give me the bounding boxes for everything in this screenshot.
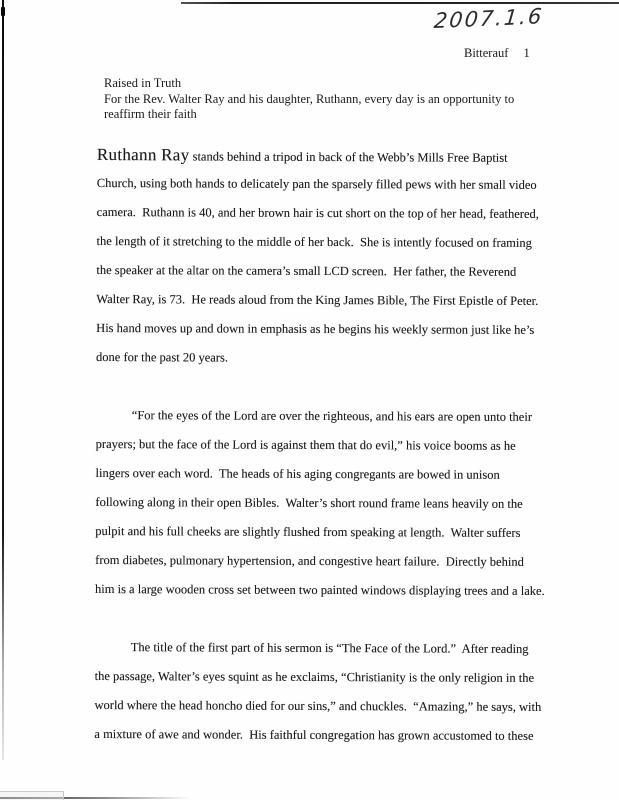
text-line: reaffirm their faith bbox=[104, 107, 197, 121]
text-line: following along in their open Bibles. Walter’s short round frame leans heavily on the bbox=[95, 494, 523, 511]
text-line: lingers over each word. The heads of his aging congregants are bowed in unison bbox=[95, 465, 500, 482]
text-line: him is a large wooden cross set between two painted windows displaying trees and a lake. bbox=[95, 581, 545, 598]
author-name: Bitterauf bbox=[464, 46, 509, 60]
text-line: prayers; but the face of the Lord is against them that do evil,” his voice booms as he bbox=[95, 436, 516, 453]
paragraph-first-line: The title of the first part of his sermon is “The Face of the Lord.” After reading bbox=[130, 640, 529, 656]
text-line: Walter Ray, is 73. He reads aloud from the King James Bible, The First Epistle of Peter. bbox=[96, 291, 539, 308]
lead-in-name: Ruthann Ray bbox=[96, 144, 190, 165]
text-line: the speaker at the altar on the camera’s small LCD screen. Her father, the Reverend bbox=[96, 262, 517, 279]
scan-top-edge-line bbox=[181, 2, 619, 4]
paragraph-2 bbox=[95, 401, 566, 606]
text-line: His hand moves up and down in emphasis as he begins his weekly sermon just like he’s bbox=[96, 320, 535, 337]
handwritten-date: 2007.1.6 bbox=[432, 4, 545, 34]
paragraph-1 bbox=[96, 140, 567, 374]
text-line: a mixture of awe and wonder. His faithful congregation has grown accustomed to these bbox=[94, 726, 534, 743]
paragraph-lines bbox=[94, 662, 564, 751]
first-line-text: stands behind a tripod in back of the Webb’s Mills Free Baptist bbox=[189, 149, 508, 165]
text-line: Church, using both hands to delicately pan the sparsely filled pews with her small video bbox=[96, 175, 537, 192]
essay-body bbox=[94, 140, 567, 751]
text-line: world where the head honcho died for our sins,” and chuckles. “Amazing,” he says, with bbox=[94, 697, 542, 714]
scan-left-edge-mark bbox=[1, 7, 5, 16]
paragraph-3 bbox=[94, 633, 565, 751]
paragraph-lines bbox=[96, 169, 567, 374]
text-line: pulpit and his full cheeks are slightly flushed from speaking at length. Walter suffers bbox=[95, 523, 521, 540]
text-line: from diabetes, pulmonary hypertension, and congestive heart failure. Directly behind bbox=[95, 552, 524, 569]
text-line: the length of it stretching to the middle of her back. She is intently focused on framing bbox=[96, 233, 532, 250]
text-line: camera. Ruthann is 40, and her brown hair is cut short on the top of her head, feathered, bbox=[96, 204, 539, 221]
page-header bbox=[464, 46, 530, 61]
text-line: done for the past 20 years. bbox=[96, 349, 228, 365]
paragraph-first-line bbox=[97, 140, 567, 171]
paragraph-lines bbox=[95, 430, 566, 606]
page-number: 1 bbox=[523, 46, 530, 60]
scan-left-edge-line bbox=[2, 0, 4, 760]
essay-title: Raised in Truth bbox=[104, 76, 182, 90]
paragraph-first-line: “For the eyes of the Lord are over the righteous, and his ears are open unto their bbox=[131, 408, 533, 424]
text-line: For the Rev. Walter Ray and his daughter, Ruthann, every day is an opportunity to bbox=[104, 91, 515, 106]
essay-subtitle bbox=[104, 92, 544, 123]
text-line: the passage, Walter’s eyes squint as he exclaims, “Christianity is the only religion in the bbox=[94, 668, 535, 685]
scan-corner-mark bbox=[0, 791, 64, 800]
title-block bbox=[104, 76, 544, 123]
